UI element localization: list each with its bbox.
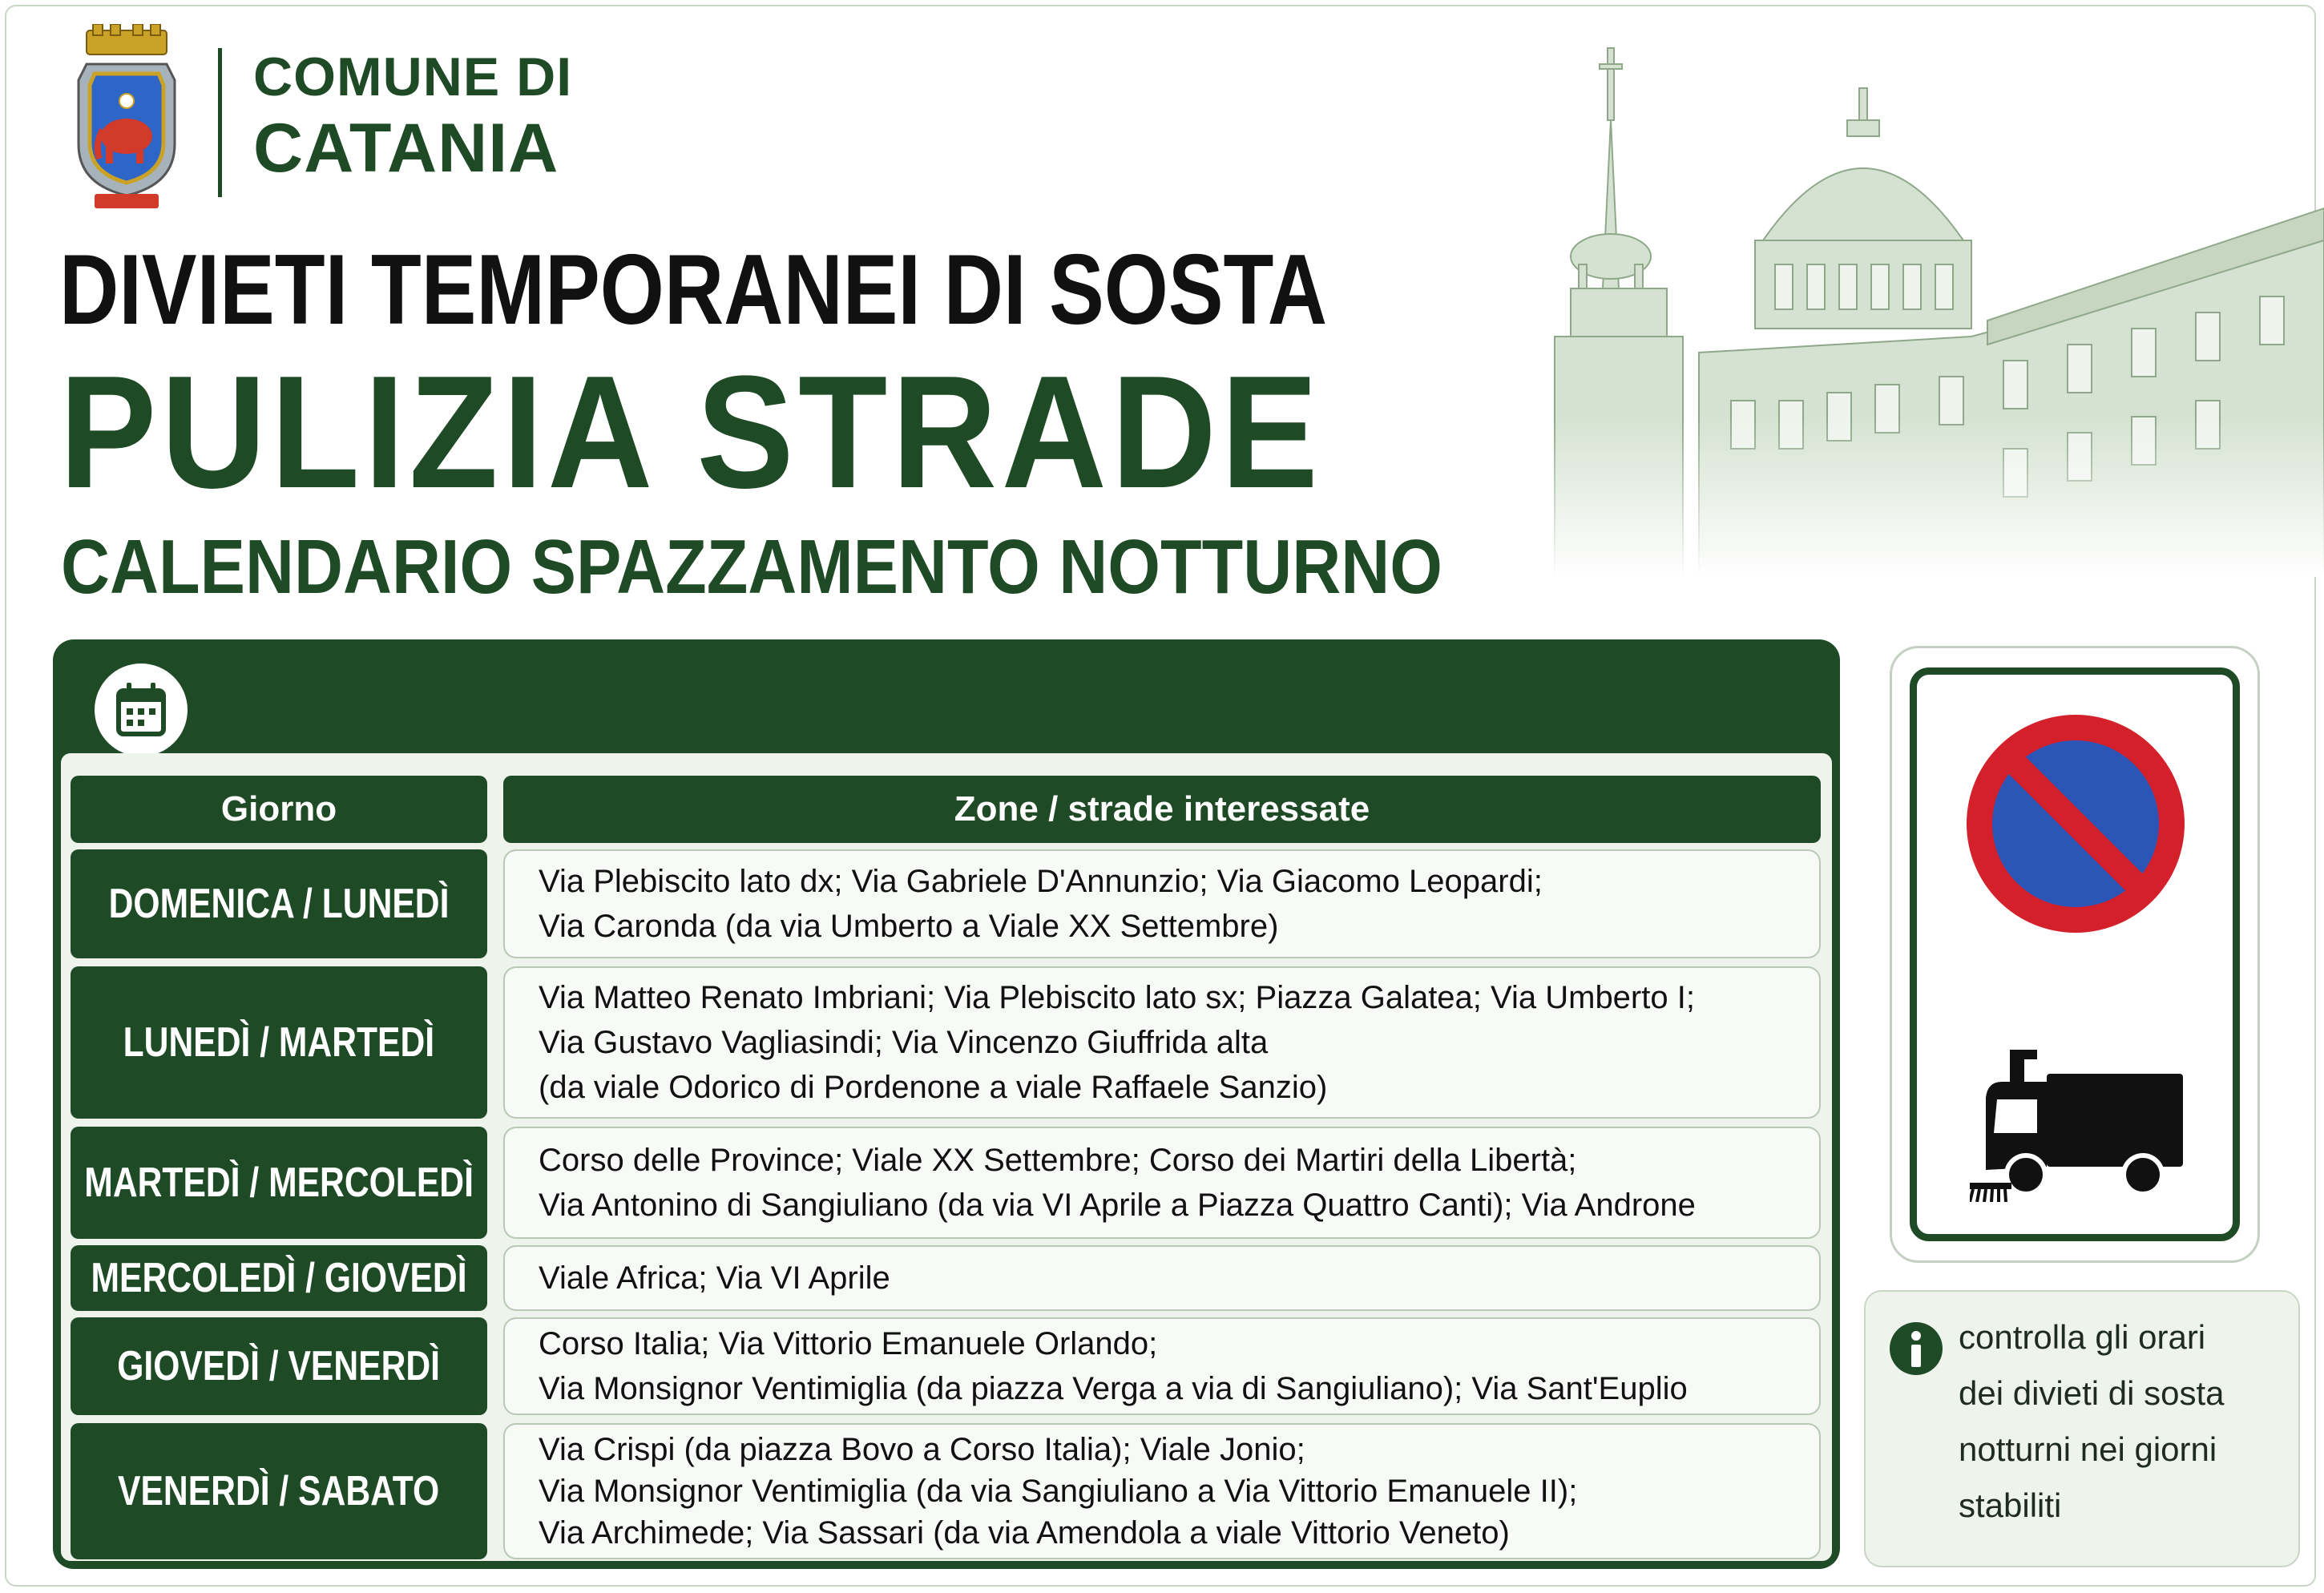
table-row-zones — [503, 1245, 1821, 1311]
header-divider — [218, 48, 222, 197]
title-parking-bans: DIVIETI TEMPORANEI DI SOSTA — [59, 235, 1328, 345]
info-text — [1959, 1309, 2287, 1534]
no-parking-sign-icon — [1963, 712, 2188, 936]
zone-line: Via Monsignor Ventimiglia (da piazza Verga a via di Sangiuliano); Via Sant'Euplio — [539, 1371, 1688, 1406]
zone-line: Via Matteo Renato Imbriani; Via Plebiscito lato sx; Piazza Galatea; Via Umberto I; — [539, 980, 1695, 1015]
info-box — [1864, 1290, 2300, 1567]
table-row-day: DOMENICA / LUNEDÌ — [71, 849, 487, 958]
zone-line: Via Caronda (da via Umberto a Viale XX Settembre) — [539, 909, 1279, 944]
municipality-line2: CATANIA — [253, 110, 559, 187]
city-crest-icon — [63, 24, 191, 213]
zone-line: (da viale Odorico di Pordenone a viale Raffaele Sanzio) — [539, 1070, 1328, 1105]
zone-line: Via Antonino di Sangiuliano (da via VI Aprile a Piazza Quattro Canti); Via Androne — [539, 1188, 1696, 1223]
title-street-cleaning: PULIZIA STRADE — [59, 343, 1323, 522]
info-icon — [1888, 1321, 1944, 1377]
table-row-day: VENERDÌ / SABATO — [71, 1423, 487, 1559]
info-line: dei divieti di sosta — [1959, 1374, 2225, 1412]
table-row-day: MERCOLEDÌ / GIOVEDÌ — [71, 1245, 487, 1311]
zone-line: Via Crispi (da piazza Bovo a Corso Italia); Viale Jonio; — [539, 1432, 1305, 1467]
zone-line: Via Archimede; Via Sassari (da via Amendola a viale Vittorio Veneto) — [539, 1515, 1510, 1551]
table-row-day: LUNEDÌ / MARTEDÌ — [71, 966, 487, 1119]
table-row-zones — [503, 1127, 1821, 1239]
table-row-day: MARTEDÌ / MERCOLEDÌ — [71, 1127, 487, 1239]
traffic-sign — [1890, 646, 2260, 1263]
municipality-name — [253, 46, 573, 187]
cathedral-illustration — [1523, 0, 2324, 577]
zone-line: Viale Africa; Via VI Aprile — [539, 1260, 890, 1296]
municipality-line1: COMUNE DI — [253, 46, 573, 107]
title-night-calendar: CALENDARIO SPAZZAMENTO NOTTURNO — [61, 524, 1442, 610]
table-row-zones — [503, 1317, 1821, 1415]
table-row-zones — [503, 1423, 1821, 1559]
info-line: controlla gli orari — [1959, 1318, 2206, 1356]
column-header-day: Giorno — [71, 776, 487, 843]
street-sweeper-icon — [1970, 1050, 2186, 1202]
column-header-zones: Zone / strade interessate — [503, 776, 1821, 843]
zone-line: Via Plebiscito lato dx; Via Gabriele D'Annunzio; Via Giacomo Leopardi; — [539, 864, 1543, 899]
calendar-badge — [95, 663, 188, 756]
calendar-icon — [115, 683, 167, 737]
table-row-zones — [503, 966, 1821, 1119]
zone-line: Via Gustavo Vagliasindi; Via Vincenzo Giuffrida alta — [539, 1025, 1269, 1060]
table-row-day: GIOVEDÌ / VENERDÌ — [71, 1317, 487, 1415]
traffic-sign-panel — [1910, 667, 2240, 1241]
info-line: stabiliti — [1959, 1486, 2062, 1524]
zone-line: Corso delle Province; Viale XX Settembre; Corso dei Martiri della Libertà; — [539, 1143, 1577, 1178]
info-line: notturni nei giorni — [1959, 1430, 2217, 1468]
zone-line: Corso Italia; Via Vittorio Emanuele Orlando; — [539, 1326, 1158, 1361]
zone-line: Via Monsignor Ventimiglia (da via Sangiuliano a Via Vittorio Emanuele II); — [539, 1474, 1578, 1509]
table-row-zones — [503, 849, 1821, 958]
